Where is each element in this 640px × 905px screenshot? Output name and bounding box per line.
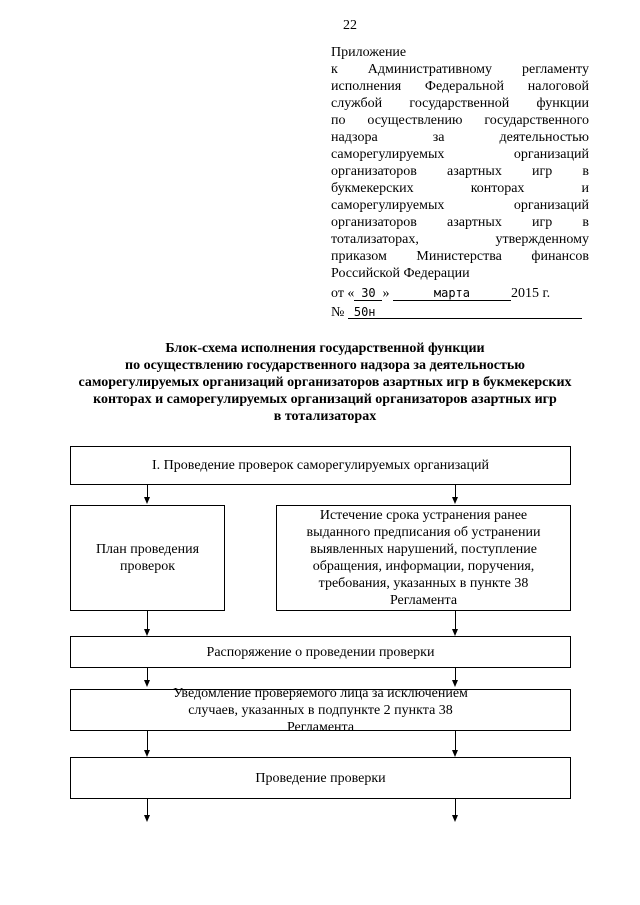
date-year: 2015 г. — [510, 286, 551, 301]
connector-line — [147, 611, 148, 631]
date-day: 30 — [354, 286, 382, 301]
arrow-down-icon — [144, 497, 150, 504]
arrow-down-icon — [144, 680, 150, 687]
arrow-down-icon — [452, 497, 458, 504]
arrow-down-icon — [144, 629, 150, 636]
appendix-line: саморегулируемых организаций — [331, 198, 589, 213]
appendix-line: Российской Федерации — [331, 266, 470, 281]
appendix-line: саморегулируемых организаций — [331, 147, 589, 162]
appendix-line: исполнения Федеральной налоговой — [331, 79, 589, 94]
box-inspections-of-sro: I. Проведение проверок саморегулируемых организаций — [70, 446, 571, 485]
title-line: Блок-схема исполнения государственной функции — [165, 341, 485, 356]
date-mid: » — [382, 286, 390, 301]
box-grounds-for-inspection: Истечение срока устранения ранее выданного предписания об устранении выявленных нарушений, поступление обращения, информации, поручения, требования, указанных в пункте 38 Регламента — [276, 505, 571, 611]
arrow-down-icon — [452, 629, 458, 636]
page-number: 22 — [343, 18, 357, 33]
title-line: саморегулируемых организаций организаторов азартных игр в букмекерских — [78, 375, 572, 390]
appendix-line: по осуществлению государственного — [331, 113, 589, 128]
box-conducting-inspection: Проведение проверки — [70, 757, 571, 799]
appendix-line: букмекерских конторах и — [331, 181, 589, 196]
date-prefix: от « — [331, 286, 355, 301]
appendix-heading: Приложение — [331, 45, 407, 60]
appendix-block — [331, 44, 589, 321]
appendix-line: приказом Министерства финансов — [331, 249, 589, 264]
appendix-line: службой государственной функции — [331, 96, 589, 111]
appendix-line: к Административному регламенту — [331, 62, 589, 77]
arrow-down-icon — [452, 815, 458, 822]
connector-line — [455, 611, 456, 631]
connector-line — [455, 731, 456, 752]
appendix-line: организаторов азартных игр в — [331, 164, 589, 179]
appendix-line: организаторов азартных игр в — [331, 215, 589, 230]
title-line: конторах и саморегулируемых организаций организаторов азартных игр — [93, 392, 557, 407]
arrow-down-icon — [452, 750, 458, 757]
appendix-line: тотализаторах, утвержденному — [331, 232, 589, 247]
date-month: марта — [393, 286, 511, 301]
appendix-number-line — [331, 304, 589, 321]
arrow-down-icon — [144, 815, 150, 822]
order-number: 50н — [348, 305, 582, 319]
title-line: по осуществлению государственного надзора за деятельностью — [125, 358, 525, 373]
box-notification: Уведомление проверяемого лица за исключением случаев, указанных в подпункте 2 пункта 38 Регламента — [70, 689, 571, 731]
appendix-line: надзора за деятельностью — [331, 130, 589, 145]
flowchart-title — [60, 340, 590, 425]
box-inspection-order: Распоряжение о проведении проверки — [70, 636, 571, 668]
appendix-date-line — [331, 285, 589, 302]
box-inspection-plan: План проведения проверок — [70, 505, 225, 611]
connector-line — [147, 731, 148, 752]
arrow-down-icon — [144, 750, 150, 757]
title-line: в тотализаторах — [273, 409, 377, 424]
number-prefix: № — [331, 305, 345, 320]
